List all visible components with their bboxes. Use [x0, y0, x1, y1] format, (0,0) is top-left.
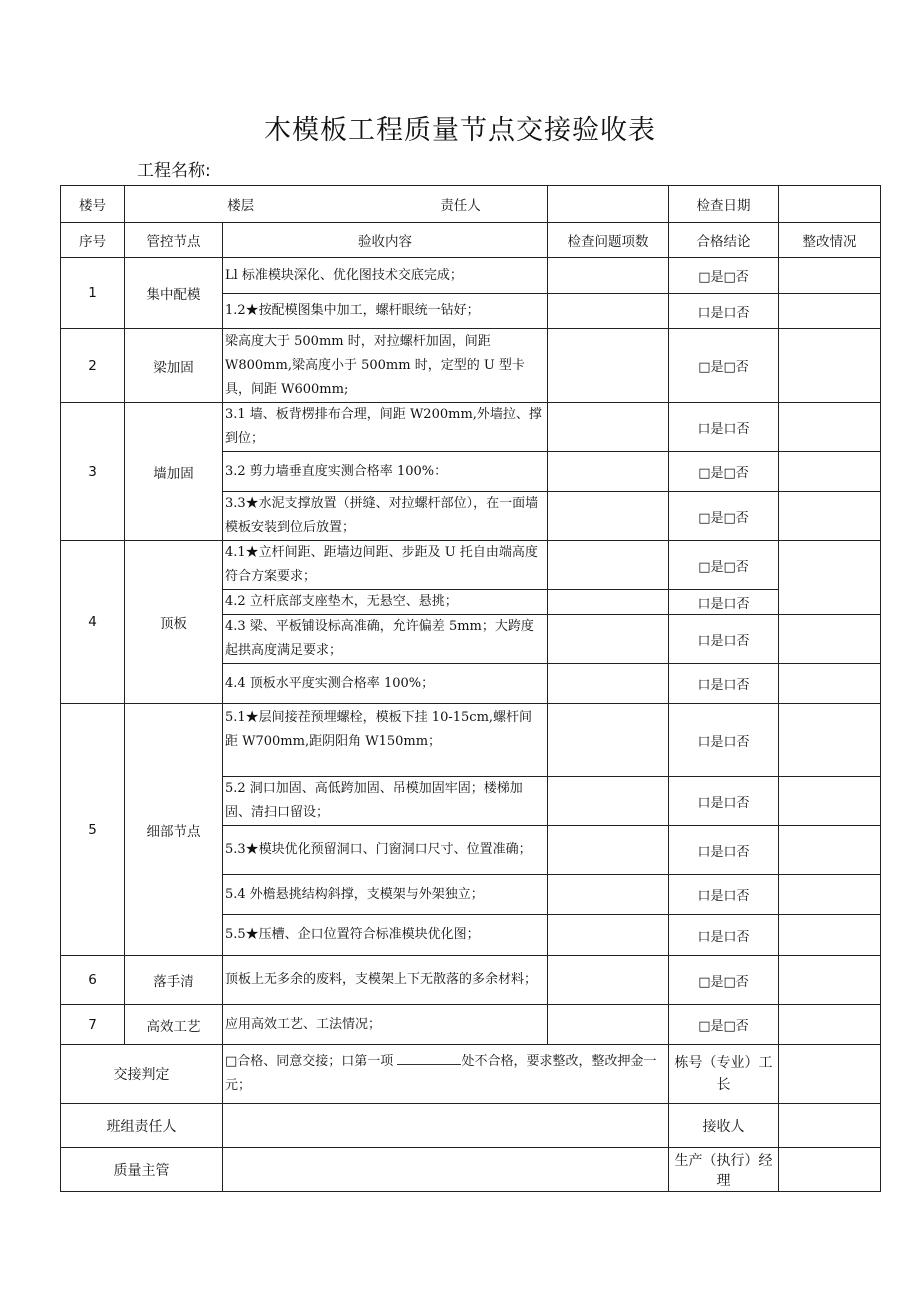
conclusion-checkbox[interactable]: □是□否: [669, 956, 779, 1005]
rectification-cell[interactable]: [779, 452, 881, 492]
node-cell: 集中配模: [125, 258, 223, 329]
table-row: [61, 258, 881, 294]
production-manager-signature[interactable]: [779, 1148, 881, 1192]
conclusion-checkbox[interactable]: 口是口否: [669, 915, 779, 956]
signature-row-1: [61, 1104, 881, 1148]
content-cell: 5.3★模块优化预留洞口、门窗洞口尺寸、位置准确；: [223, 826, 548, 875]
conclusion-checkbox[interactable]: 口是口否: [669, 777, 779, 826]
rectification-cell[interactable]: [779, 664, 881, 704]
receiver-signature[interactable]: [779, 1104, 881, 1148]
conclusion-checkbox[interactable]: 口是口否: [669, 875, 779, 915]
table-row: [61, 329, 881, 403]
issue-count-cell[interactable]: [548, 492, 669, 541]
rectification-cell[interactable]: [779, 1005, 881, 1045]
issue-count-cell[interactable]: [548, 329, 669, 403]
table-row: [61, 956, 881, 1005]
issue-count-cell[interactable]: [548, 915, 669, 956]
seq-cell: 6: [61, 956, 125, 1005]
conclusion-checkbox[interactable]: □是□否: [669, 258, 779, 294]
handover-row: [61, 1045, 881, 1104]
node-cell: 顶板: [125, 541, 223, 704]
handover-label: 交接判定: [61, 1045, 223, 1104]
rectification-cell[interactable]: [779, 704, 881, 777]
conclusion-checkbox[interactable]: 口是口否: [669, 294, 779, 329]
issue-count-cell[interactable]: [548, 258, 669, 294]
table-row: [61, 704, 881, 777]
production-manager-label: 生产（执行）经理: [669, 1148, 779, 1192]
responsible-label: 责任人: [440, 198, 481, 214]
issue-count-cell[interactable]: [548, 1005, 669, 1045]
seq-cell: 7: [61, 1005, 125, 1045]
rectification-cell[interactable]: [779, 329, 881, 403]
handover-text-part1: □合格、同意交接；口第一项: [225, 1054, 394, 1069]
rectification-cell[interactable]: [779, 294, 881, 329]
conclusion-header: 合格结论: [669, 223, 779, 258]
rectification-cell[interactable]: [779, 875, 881, 915]
node-cell: 细部节点: [125, 704, 223, 956]
content-cell: 3.1 墙、板背楞排布合理，间距 W200mm,外墙拉、撑到位；: [223, 403, 548, 452]
rectification-cell[interactable]: [779, 777, 881, 826]
handover-text-part2: 处不合格，要求整改，整改押金一元；: [225, 1054, 657, 1093]
issue-count-cell[interactable]: [548, 294, 669, 329]
floor-label: 楼层: [227, 198, 255, 214]
content-cell: 顶板上无多余的废料，支模架上下无散落的多余材料；: [223, 956, 548, 1005]
node-cell: 高效工艺: [125, 1005, 223, 1045]
conclusion-checkbox[interactable]: □是□否: [669, 329, 779, 403]
rectification-cell[interactable]: [779, 258, 881, 294]
seq-cell: 1: [61, 258, 125, 329]
content-cell: 5.5★压槽、企口位置符合标准模块优化图；: [223, 915, 548, 956]
issue-count-cell[interactable]: [548, 664, 669, 704]
conclusion-checkbox[interactable]: □是□否: [669, 1005, 779, 1045]
issue-count-cell[interactable]: [548, 541, 669, 590]
content-cell: 3.3★水泥支撑放置（拼缝、对拉螺杆部位），在一面墙模板安装到位后放置；: [223, 492, 548, 541]
conclusion-checkbox[interactable]: □是□否: [669, 452, 779, 492]
conclusion-checkbox[interactable]: 口是口否: [669, 704, 779, 777]
rectification-cell[interactable]: [779, 915, 881, 956]
content-cell: 5.1★层间接茬预埋螺栓，模板下挂 10-15cm,螺杆间距 W700mm,距阴阳角 W150mm；: [223, 704, 548, 777]
table-row: [61, 403, 881, 452]
conclusion-checkbox[interactable]: 口是口否: [669, 664, 779, 704]
conclusion-checkbox[interactable]: 口是口否: [669, 403, 779, 452]
seq-cell: 5: [61, 704, 125, 956]
rectification-cell[interactable]: [779, 956, 881, 1005]
content-cell: 4.2 立杆底部支座垫木，无悬空、悬挑；: [223, 590, 548, 615]
project-name-label: 工程名称:: [137, 161, 211, 181]
issue-count-cell[interactable]: [548, 403, 669, 452]
issue-count-cell[interactable]: [548, 615, 669, 664]
node-cell: 墙加固: [125, 403, 223, 541]
node-cell: 落手清: [125, 956, 223, 1005]
seq-cell: 4: [61, 541, 125, 704]
failed-item-blank[interactable]: [397, 1050, 461, 1065]
foreman-signature[interactable]: [779, 1045, 881, 1104]
rectification-cell[interactable]: [779, 541, 881, 615]
content-cell: 4.4 顶板水平度实测合格率 100%；: [223, 664, 548, 704]
issue-count-cell[interactable]: [548, 452, 669, 492]
node-cell: 梁加固: [125, 329, 223, 403]
issue-count-cell[interactable]: [548, 704, 669, 777]
rectification-cell[interactable]: [779, 826, 881, 875]
acceptance-table: [60, 185, 881, 1192]
content-cell: 3.2 剪力墙垂直度实测合格率 100%：: [223, 452, 548, 492]
rectification-cell[interactable]: [779, 615, 881, 664]
receiver-label: 接收人: [669, 1104, 779, 1148]
issue-count-cell[interactable]: [548, 590, 669, 615]
content-cell: 应用高效工艺、工法情况；: [223, 1005, 548, 1045]
seq-cell: 2: [61, 329, 125, 403]
conclusion-checkbox[interactable]: □是□否: [669, 541, 779, 590]
content-cell: 4.1★立杆间距、距墙边间距、步距及 U 托自由端高度符合方案要求；: [223, 541, 548, 590]
conclusion-checkbox[interactable]: 口是口否: [669, 615, 779, 664]
building-no-label: 楼号: [61, 186, 125, 223]
conclusion-checkbox[interactable]: □是□否: [669, 492, 779, 541]
issue-count-cell[interactable]: [548, 956, 669, 1005]
signature-row-2: [61, 1148, 881, 1192]
team-leader-signature[interactable]: [223, 1104, 669, 1148]
header-row-2: [61, 223, 881, 258]
handover-judgement[interactable]: [223, 1045, 669, 1104]
issue-count-cell[interactable]: [548, 777, 669, 826]
check-date-value[interactable]: [779, 186, 881, 223]
floor-responsible-cell: [125, 186, 548, 223]
seq-cell: 3: [61, 403, 125, 541]
seq-header: 序号: [61, 223, 125, 258]
quality-supervisor-label: 质量主管: [61, 1148, 223, 1192]
content-cell: 5.2 洞口加固、高低跨加固、吊模加固牢固；楼梯加固、清扫口留设；: [223, 777, 548, 826]
foreman-label: 栋号（专业）工长: [669, 1045, 779, 1104]
check-date-label: 检查日期: [669, 186, 779, 223]
content-cell: 1.2★按配模图集中加工，螺杆眼统一钻好；: [223, 294, 548, 329]
header-row-1: [61, 186, 881, 223]
page-title: 木模板工程质量节点交接验收表: [264, 115, 656, 146]
table-row: [61, 1005, 881, 1045]
table-row: [61, 541, 881, 590]
team-leader-label: 班组责任人: [61, 1104, 223, 1148]
rectification-cell[interactable]: [779, 403, 881, 452]
rectification-header: 整改情况: [779, 223, 881, 258]
control-node-header: 管控节点: [125, 223, 223, 258]
conclusion-checkbox[interactable]: 口是口否: [669, 826, 779, 875]
content-cell: 4.3 梁、平板铺设标高准确，允许偏差 5mm；大跨度起拱高度满足要求；: [223, 615, 548, 664]
content-cell: Ll 标准模块深化、优化图技术交底完成；: [223, 258, 548, 294]
content-cell: 5.4 外檐悬挑结构斜撑，支模架与外架独立；: [223, 875, 548, 915]
conclusion-checkbox[interactable]: 口是口否: [669, 590, 779, 615]
quality-supervisor-signature[interactable]: [223, 1148, 669, 1192]
issue-count-cell[interactable]: [548, 875, 669, 915]
issue-count-header: 检查问题项数: [548, 223, 669, 258]
responsible-value[interactable]: [548, 186, 669, 223]
issue-count-cell[interactable]: [548, 826, 669, 875]
content-cell: 梁高度大于 500mm 时，对拉螺杆加固，间距W800mm,梁高度小于 500mm 时，定型的 U 型卡具，间距 W600mm;: [223, 329, 548, 403]
content-header: 验收内容: [223, 223, 548, 258]
rectification-cell[interactable]: [779, 492, 881, 541]
